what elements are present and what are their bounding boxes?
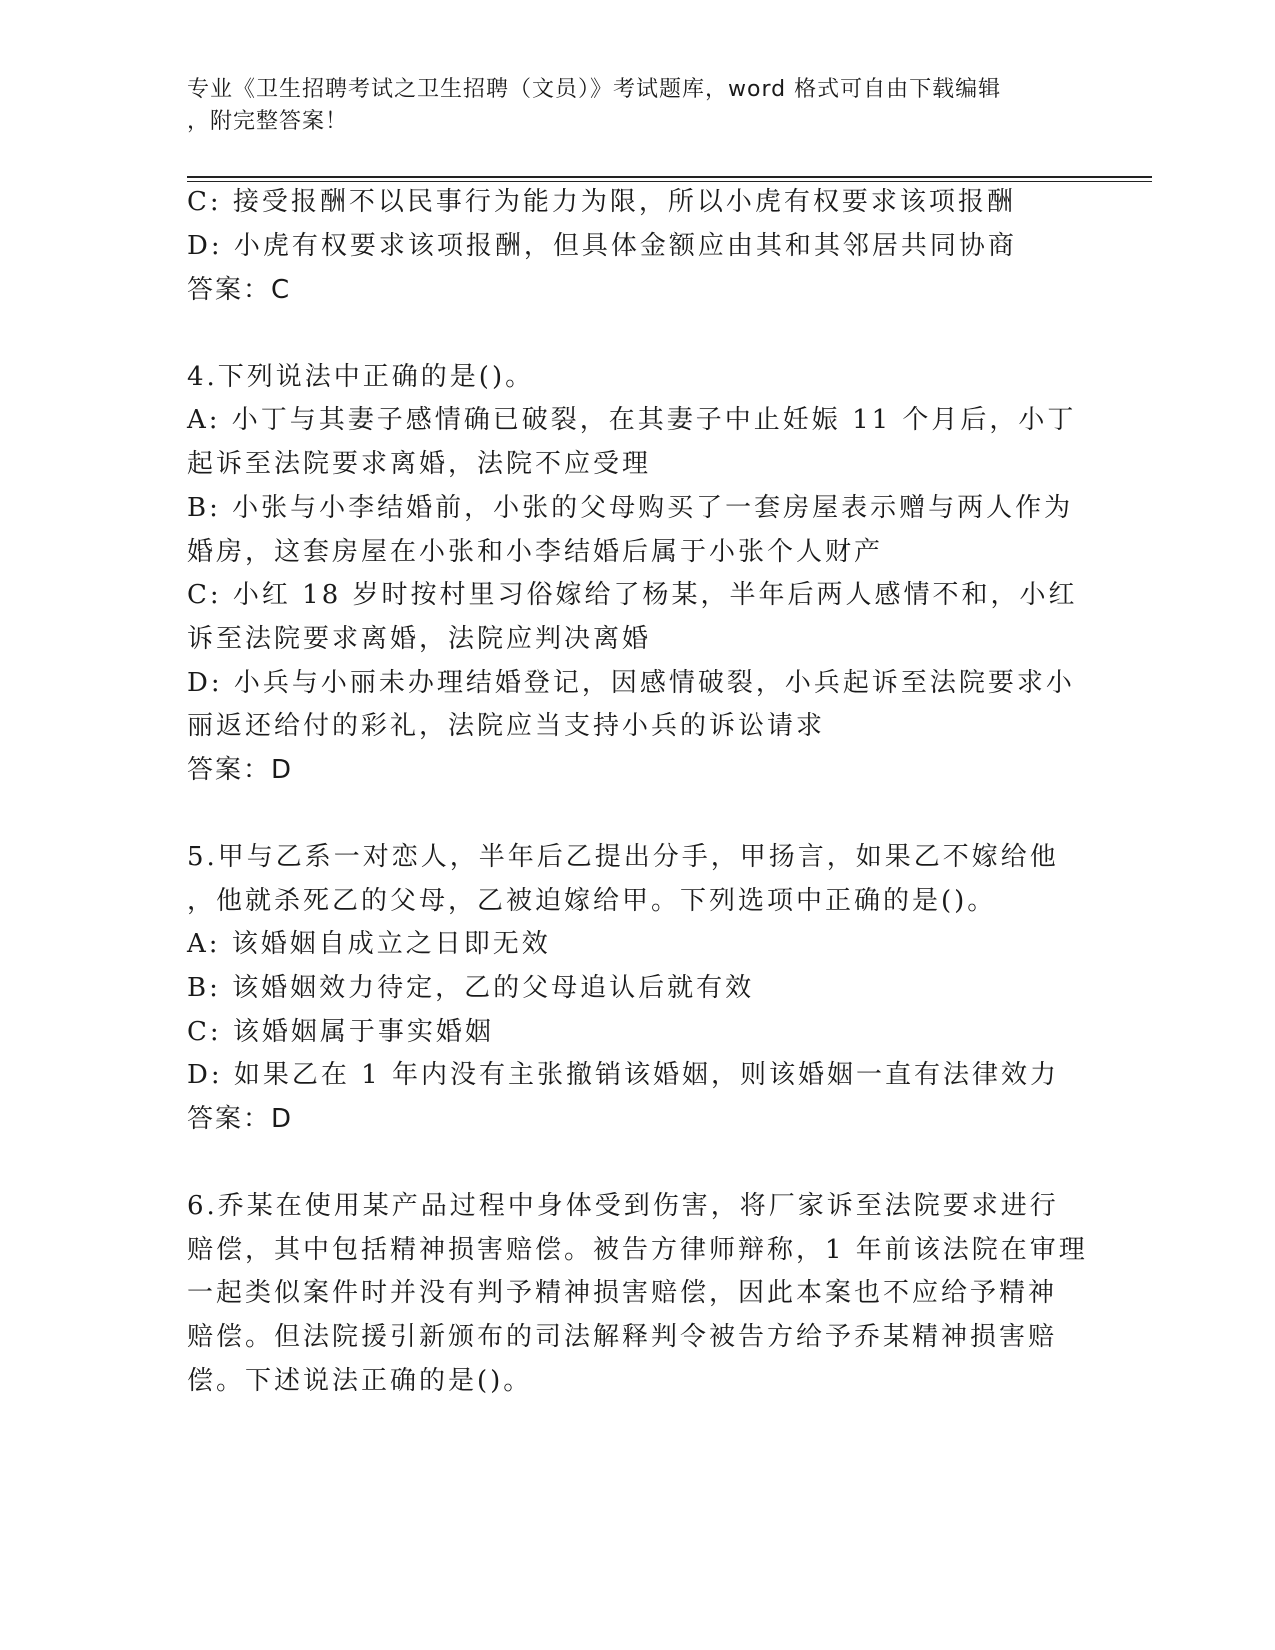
q5-option-c: C: 该婚姻属于事实婚姻 bbox=[187, 1017, 494, 1047]
q5-answer: 答案：D bbox=[187, 1104, 294, 1134]
q6-stem-line4: 赔偿。但法院援引新颁布的司法解释判令被告方给予乔某精神损害赔 bbox=[187, 1322, 1058, 1352]
q4-option-c-line2: 诉至法院要求离婚，法院应判决离婚 bbox=[187, 624, 652, 654]
header-line-1: 专业《卫生招聘考试之卫生招聘（文员）》考试题库，word 格式可自由下载编辑 bbox=[187, 77, 1002, 102]
q3-option-c: C: 接受报酬不以民事行为能力为限，所以小虎有权要求该项报酬 bbox=[187, 187, 1016, 217]
header-rule-thin bbox=[187, 181, 1152, 182]
q4-option-d-line1: D: 小兵与小丽未办理结婚登记，因感情破裂，小兵起诉至法院要求小 bbox=[187, 668, 1075, 698]
q3-answer: 答案：C bbox=[187, 275, 292, 305]
q6-stem-line5: 偿。下述说法正确的是()。 bbox=[187, 1366, 533, 1396]
q4-stem: 4.下列说法中正确的是()。 bbox=[187, 362, 535, 392]
q6-stem-line1: 6.乔某在使用某产品过程中身体受到伤害，将厂家诉至法院要求进行 bbox=[187, 1191, 1059, 1221]
q5-option-b: B: 该婚姻效力待定，乙的父母追认后就有效 bbox=[187, 973, 755, 1003]
q6-stem-line3: 一起类似案件时并没有判予精神损害赔偿，因此本案也不应给予精神 bbox=[187, 1278, 1058, 1308]
header-rule-thick bbox=[187, 176, 1152, 178]
header-line-2: ，附完整答案！ bbox=[187, 109, 349, 134]
q4-answer: 答案：D bbox=[187, 755, 294, 785]
document-header bbox=[187, 74, 1087, 138]
q3-option-d: D: 小虎有权要求该项报酬，但具体金额应由其和其邻居共同协商 bbox=[187, 231, 1017, 261]
q6-stem-line2: 赔偿，其中包括精神损害赔偿。被告方律师辩称，1 年前该法院在审理 bbox=[187, 1235, 1088, 1265]
q4-option-b-line1: B: 小张与小李结婚前，小张的父母购买了一套房屋表示赠与两人作为 bbox=[187, 493, 1074, 523]
q4-option-b-line2: 婚房，这套房屋在小张和小李结婚后属于小张个人财产 bbox=[187, 537, 884, 567]
q5-option-d: D: 如果乙在 1 年内没有主张撤销该婚姻，则该婚姻一直有法律效力 bbox=[187, 1060, 1059, 1090]
q4-option-d-line2: 丽返还给付的彩礼，法院应当支持小兵的诉讼请求 bbox=[187, 711, 826, 741]
q5-stem-line1: 5.甲与乙系一对恋人，半年后乙提出分手，甲扬言，如果乙不嫁给他 bbox=[187, 842, 1059, 872]
q4-option-c-line1: C: 小红 18 岁时按村里习俗嫁给了杨某，半年后两人感情不和，小红 bbox=[187, 580, 1078, 610]
q4-option-a-line1: A: 小丁与其妻子感情确已破裂，在其妻子中止妊娠 11 个月后，小丁 bbox=[187, 405, 1077, 435]
q5-option-a: A: 该婚姻自成立之日即无效 bbox=[187, 929, 551, 959]
q4-option-a-line2: 起诉至法院要求离婚，法院不应受理 bbox=[187, 449, 652, 479]
q5-stem-line2: ，他就杀死乙的父母，乙被迫嫁给甲。下列选项中正确的是()。 bbox=[187, 886, 997, 916]
